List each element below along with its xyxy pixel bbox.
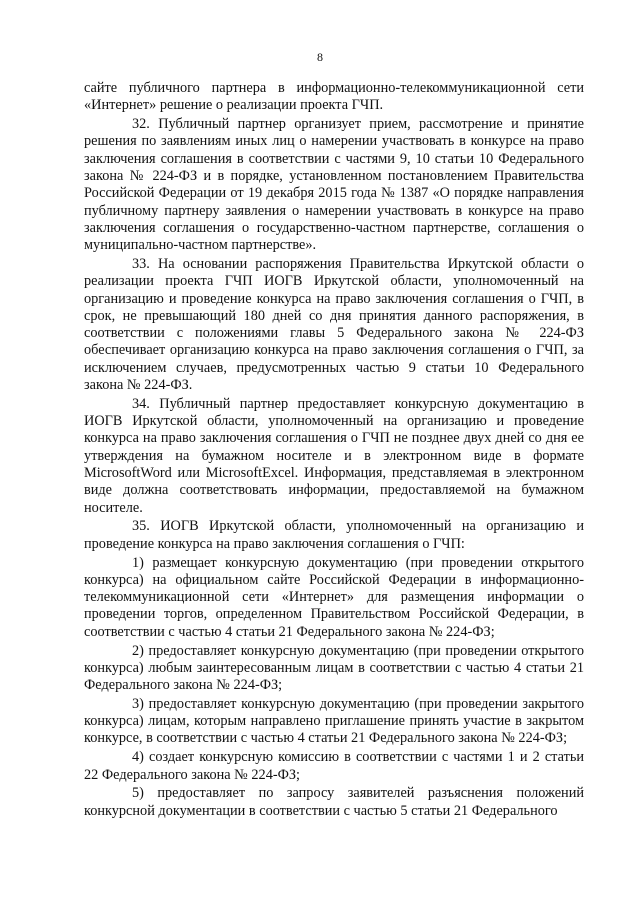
document-body: [84, 80, 584, 821]
paragraph-item-33: 33. На основании распоряжения Правительства Иркутской области о реализации проекта ГЧП ИОГВ Иркутской области, уполномоченный на организацию и проведение конкурса на право заключения соглашения о ГЧП, в срок, не превышающий 180 дней со дня принятия данного распоряжения, в соответствии с положениями главы 5 Федерального закона № 224-ФЗ обеспечивает организацию конкурса на право заключения соглашения о ГЧП, за исключением случаев, предусмотренных частью 9 статьи 10 Федерального закона № 224-ФЗ.: [84, 255, 584, 394]
list-item-3: 3) предоставляет конкурсную документацию (при проведении закрытого конкурса) лицам, которым направлено приглашение принять участие в закрытом конкурсе, в соответствии с частью 4 статьи 21 Федерального закона № 224-ФЗ;: [84, 695, 584, 747]
list-item-1: 1) размещает конкурсную документацию (при проведении открытого конкурса) на официальном сайте Российской Федерации в информационно-телекоммуникационной сети «Интернет» для размещения информации о проведении торгов, определенном Правительством Российской Федерации, в соответствии с частью 4 статьи 21 Федерального закона № 224-ФЗ;: [84, 554, 584, 640]
list-item-4: 4) создает конкурсную комиссию в соответствии с частями 1 и 2 статьи 22 Федерального закона № 224-ФЗ;: [84, 749, 584, 783]
list-item-2: 2) предоставляет конкурсную документацию (при проведении открытого конкурса) любым заинтересованным лицам в соответствии с частью 4 статьи 21 Федерального закона № 224-ФЗ;: [84, 642, 584, 694]
paragraph-item-32: 32. Публичный партнер организует прием, рассмотрение и принятие решения по заявлениям иных лиц о намерении участвовать в конкурсе на право заключения соглашения в соответствии с частями 9, 10 статьи 10 Федерального закона № 224-ФЗ и в порядке, установленном постановлением Правительства Российской Федерации от 19 декабря 2015 года № 1387 «О порядке направления публичному партнеру заявления о намерении участвовать в конкурсе на право заключения соглашения о государственно-частном партнерстве, соглашения о муниципально-частном партнерстве».: [84, 116, 584, 254]
page-number: 8: [317, 50, 323, 64]
list-item-5: 5) предоставляет по запросу заявителей разъяснения положений конкурсной документации в соответствии с частью 5 статьи 21 Федерального: [84, 785, 584, 819]
paragraph-continuation: сайте публичного партнера в информационно-телекоммуникационной сети «Интернет» решение о реализации проекта ГЧП.: [84, 80, 584, 114]
paragraph-item-34: 34. Публичный партнер предоставляет конкурсную документацию в ИОГВ Иркутской области, уполномоченный на организацию и проведение конкурса на право заключения соглашения о ГЧП не позднее двух дней со дня ее утверждения на бумажном носителе и в электронном виде в формате MicrosoftWord или MicrosoftExcel. Информация, представляемая в электронном виде должна соответствовать информации, предоставляемой на бумажном носителе.: [84, 395, 584, 516]
paragraph-item-35: 35. ИОГВ Иркутской области, уполномоченный на организацию и проведение конкурса на право заключения соглашения о ГЧП:: [84, 518, 584, 552]
